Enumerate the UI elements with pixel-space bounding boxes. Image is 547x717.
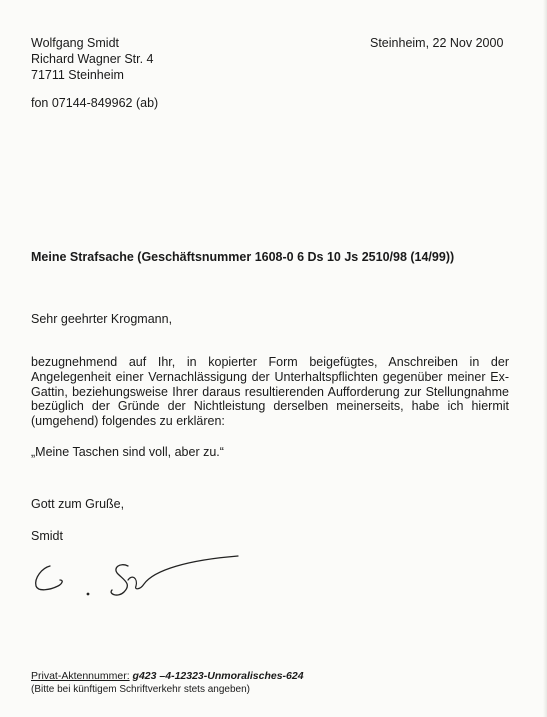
handwritten-signature — [28, 550, 248, 610]
footer-reference — [31, 670, 304, 696]
closing-line: Gott zum Gruße, — [31, 497, 125, 511]
sender-name: Wolfgang Smidt — [31, 36, 120, 50]
sender-street: Richard Wagner Str. 4 — [31, 52, 154, 66]
reference-label: Privat-Aktennummer: — [31, 670, 130, 682]
reference-line — [31, 670, 304, 683]
quote-line: „Meine Taschen sind voll, aber zu.“ — [31, 445, 224, 459]
sender-phone: fon 07144-849962 (ab) — [31, 96, 159, 110]
subject-line: Meine Strafsache (Geschäftsnummer 1608-0 6 Ds 10 Js 2510/98 (14/99)) — [31, 250, 455, 264]
signoff-name: Smidt — [31, 529, 63, 543]
scan-edge-shadow — [543, 0, 547, 717]
date-line: Steinheim, 22 Nov 2000 — [370, 36, 504, 50]
reference-note: (Bitte bei künftigem Schriftverkehr stets angeben) — [31, 684, 250, 695]
reference-number: g423 –4-12323-Unmoralisches-624 — [132, 670, 304, 682]
sender-city: 71711 Steinheim — [31, 68, 124, 82]
salutation: Sehr geehrter Krogmann, — [31, 312, 173, 326]
body-paragraph: bezugnehmend auf Ihr, in kopierter Form beigefügtes, Anschreiben in der Angelegenheit einer Vernachlässigung der Unterhaltspflichten gegenüber meiner Ex-Gattin, beziehungsweise Ihrer daraus resultierenden Aufforderung zur Stellungnahme bezüglich der Gründe der Nichtleistung derselben meinerseits, habe ich hiermit (umgehend) folgendes zu erklären: — [31, 355, 509, 429]
sender-address — [31, 35, 154, 83]
